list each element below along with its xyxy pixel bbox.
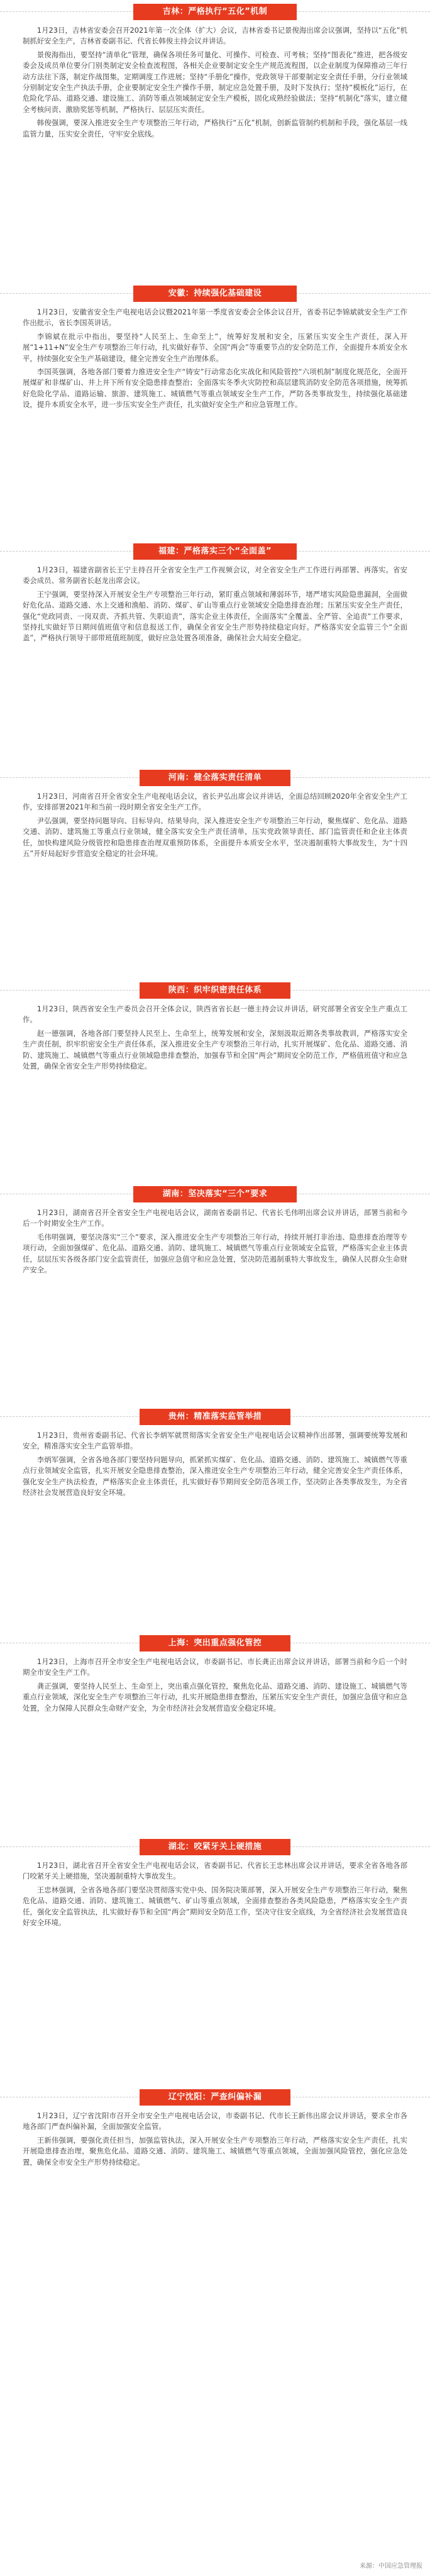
section-henan (0, 769, 430, 862)
paragraph: 李锦斌在批示中指出，要坚持“人民至上、生命至上”，统筹好发展和安全，压紧压实安全生产责任，深入开展“1+11+N”安全生产专项整治三年行动，扎实做好春节、全国“两会”等重要节点的安全防范工作，全面提升本质安全水平，持续强化安全生产基础建设，健全完善安全生产治理体系。 (23, 331, 407, 363)
section-hubei (0, 1838, 430, 1931)
paragraph: 王忠林强调，全省各地各部门要坚决贯彻落实党中央、国务院决策部署，深入开展安全生产专项整治三年行动，聚焦危化品、道路交通、消防、建筑施工、城镇燃气、矿山等重点领域，全面排查整治各类风险隐患，严格落实安全生产责任，强化安全监管执法，扎实做好春节和全国“两会”期间安全防范工作，坚决守住安全底线，为全省经济社会发展营造良好安全环境。 (23, 1885, 407, 1928)
section-header-label: 上海：突出重点强化管控 (140, 1635, 290, 1652)
section-header-label: 辽宁沈阳：严查纠偏补漏 (140, 2089, 290, 2106)
section-header-label: 陕西：织牢织密责任体系 (140, 982, 290, 999)
paragraph: 1月23日，福建省副省长王宁主持召开全省安全生产工作视频会议，对全省安全生产工作进行再部署、再落实。省安委会成员、常务副省长赵龙出席会议。 (23, 565, 407, 586)
paragraph: 景俊海指出，要坚持“清单化”管理，确保各项任务可量化、可操作、可检查、可考核；坚持“图表化”推进，把各级安委会及成员单位要分门别类制定安全检查流程图，各相关企业要制定安全生产规范流程图，以企业制度为保障推动三年行动方法往下落，制定作战图集，定期调度工作进展；坚持“手册化”操作，党政领导干部要制定安全责任手册，分行业领域分别制定安全生产执法手册，企业要制定安全生产操作手册，制定应急处置手册，及时下发执行；坚持“模板化”运行，在危险化学品、道路交通、建设施工、消防等重点领域制定安全生产模板，固化成熟经验做法；坚持“机制化”落实，建立健全考核问责、激励奖惩等机制，严格执行、层层压实责任。 (23, 50, 407, 114)
section-body (0, 21, 430, 140)
section-shanghai (0, 1634, 430, 1716)
paragraph: 龚正强调，要坚持人民至上、生命至上，突出重点强化管控，聚焦危化品、道路交通、消防、建设施工、城镇燃气等重点行业领域，深化安全生产专项整治三年行动，扎实开展隐患排查整治，压紧压实安全生产责任，加强应急值守和应急处置，全力保障人民群众生命财产安全，为全市经济社会发展营造安全稳定环境。 (23, 1681, 407, 1713)
paragraph: 李炳军强调，全省各地各部门要坚持问题导向，抓紧抓实煤矿、危化品、道路交通、消防、建筑施工、城镇燃气等重点行业领域安全监管，扎实开展安全隐患排查整治，深入推进安全生产专项整治三年行动，健全完善安全生产责任体系，强化安全生产执法检查，严格落实企业主体责任，扎实做好春节期间安全防范各项工作，坚决防止各类事故发生，为全省经济社会发展营造良好安全环境。 (23, 1455, 407, 1497)
section-body (0, 2107, 430, 2168)
section-body (0, 1857, 430, 1928)
section-header (0, 2088, 430, 2107)
section-body (0, 1204, 430, 1275)
section-fujian (0, 542, 430, 647)
section-header (0, 1838, 430, 1857)
paragraph: 李国英强调，各地各部门要着力推进安全生产“铸安”行动常态化实战化和风险管控“六项机制”制度化规范化，全面开展煤矿和非煤矿山、井上井下所有安全隐患排查整治；全面落实冬季火灾防控和高层建筑消防安全防范各项措施，统筹抓好危险化学品、道路运输、旅游、建筑施工、城镇燃气等重点领域安全生产工作，严防各类事故发生，持续强化基础建设，提升本质安全水平，进一步压实安全生产责任，扎实做好安全生产和应急管理工作。 (23, 367, 407, 409)
paragraph: 1月23日，河南省召开全省安全生产电视电话会议，省长尹弘出席会议并讲话，全面总结回顾2020年全省安全生产工作，安排部署2021年和当前一段时期全省安全生产工作。 (23, 792, 407, 812)
paragraph: 尹弘强调，要坚持问题导向、目标导向、结果导向，深入推进安全生产专项整治三年行动，聚焦煤矿、危化品、道路交通、消防、建筑施工等重点行业领域，健全落实安全生产责任清单，压实党政领导责任、部门监管责任和企业主体责任，加快构建风险分级管控和隐患排查治理双重预防体系，全面提升本质安全水平，坚决遏制重特大事故发生，为“十四五”开好局起好步营造安全稳定的社会环境。 (23, 816, 407, 858)
section-anhui (0, 284, 430, 413)
section-header (0, 3, 430, 21)
section-liaoning-shenyang (0, 2088, 430, 2170)
paragraph: 王宁强调，要坚持深入开展安全生产专项整治三年行动，紧盯重点领域和薄弱环节，堵严堵实风险隐患漏洞，全面做好危化品、道路交通、水上交通和渔船、消防、煤矿、矿山等重点行业领域安全隐患排查治理；压紧压实安全生产责任，强化“党政同责、一岗双责、齐抓共管、失职追责”，落实企业主体责任，全面落实“全覆盖、全严管、全追责”工作要求，坚持扎实做好节日期间值班值守和信息报送工作，确保全省安全生产形势持续稳定向好。严格落实安全监管三个“全面盖”，严格执行领导干部带班值班制度，做好应急处置各项准备，确保社会大局安全稳定。 (23, 589, 407, 643)
paragraph: 韩俊强调，要深入推进安全生产专项整治三年行动，严格执行“五化”机制，创新监管制约机制和手段，强化基层一线监管力量，压实安全责任，守牢安全底线。 (23, 118, 407, 138)
paragraph: 1月23日，湖北省召开全省安全生产电视电话会议，省委副书记、代省长王忠林出席会议并讲话，要求全省各地各部门咬紧牙关上硬措施，坚决遏制重特大事故发生。 (23, 1861, 407, 1881)
section-body (0, 787, 430, 859)
paragraph: 1月23日，贵州省委副书记、代省长李炳军就贯彻落实全省安全生产电视电话会议精神作出部署，强调要统筹发展和安全，精准落实安全生产监管举措。 (23, 1431, 407, 1451)
paragraph: 1月23日，湖南省召开全省安全生产电视电话会议，湖南省委副书记、代省长毛伟明出席会议并讲话，部署当前和今后一个时期安全生产工作。 (23, 1208, 407, 1228)
section-body (0, 303, 430, 411)
section-header (0, 1407, 430, 1426)
section-header-label: 安徽：持续强化基础建设 (133, 286, 297, 302)
paragraph: 1月23日，陕西省安全生产委员会召开全体会议，陕西省省长赵一德主持会议并讲话，研究部署全省安全生产重点工作。 (23, 1004, 407, 1024)
paragraph: 1月23日，安徽省安全生产电视电话会议暨2021年第一季度省安委会全体会议召开，省委书记李锦斌就安全生产工作作出批示，省长李国英讲话。 (23, 308, 407, 328)
section-header (0, 1185, 430, 1204)
paragraph: 赵一德强调，各地各部门要坚持人民至上、生命至上，统筹发展和安全，深刻汲取近期各类事故教训，严格落实安全生产责任制，织牢织密安全生产责任体系，深入推进安全生产专项整治三年行动，扎实开展煤矿、危化品、道路交通、消防、建筑施工、城镇燃气等重点行业领域隐患排查整治，加强春节和全国“两会”期间安全防范工作，严格值班值守和应急处置，确保全省安全生产形势持续稳定。 (23, 1028, 407, 1071)
section-header (0, 769, 430, 787)
section-header-label: 湖北：咬紧牙关上硬措施 (140, 1839, 290, 1855)
section-body (0, 1426, 430, 1498)
section-shaanxi (0, 981, 430, 1074)
section-header (0, 1634, 430, 1653)
paragraph: 1月23日，辽宁省沈阳市召开全市安全生产电视电话会议，市委副书记、代市长王新伟出席会议并讲话，要求全市各地各部门严查纠偏补漏，全面加强安全监管。 (23, 2111, 407, 2131)
section-header (0, 542, 430, 561)
paragraph: 毛伟明强调，要坚决落实“三个”要求，深入推进安全生产专项整治三年行动，持续开展打非治违、隐患排查治理等专项行动，全面加强煤矿、危化品、道路交通、消防、建筑施工、城镇燃气等重点行业领域安全监管，严格落实企业主体责任，层层压实各级各部门安全监管责任，加强应急值守和应急处置，坚决防范遏制重特大事故发生，确保人民群众生命财产安全。 (23, 1232, 407, 1275)
section-jilin (0, 3, 430, 142)
section-header (0, 981, 430, 1000)
section-header-label: 福建：严格落实三个“全面盖” (133, 543, 297, 560)
section-header-label: 吉林：严格执行“五化”机制 (133, 4, 297, 20)
section-header (0, 284, 430, 303)
section-header-label: 贵州：精准落实监管举措 (140, 1409, 290, 1425)
paragraph: 1月23日，上海市召开全市安全生产电视电话会议，市委副书记、市长龚正出席会议并讲话，部署当前和今后一个时期全市安全生产工作。 (23, 1657, 407, 1677)
section-guizhou (0, 1407, 430, 1501)
paragraph: 王新伟强调，要强化责任担当，加强监管执法，深入开展安全生产专项整治三年行动，严格落实安全生产责任，扎实开展隐患排查治理，聚焦危化品、道路交通、消防、建筑施工、城镇燃气等重点领域，全面加强风险管控，强化应急处置，确保全市安全生产形势持续稳定。 (23, 2135, 407, 2167)
source-credit: 来源：中国应急管理报 (360, 2563, 422, 2570)
section-body (0, 561, 430, 644)
section-hunan (0, 1185, 430, 1278)
section-header-label: 河南：健全落实责任清单 (140, 770, 290, 786)
section-header-label: 湖南：坚决落实“三个”要求 (133, 1186, 297, 1202)
paragraph: 1月23日，吉林省安委会召开2021年第一次全体（扩大）会议，吉林省委书记景俊海出席会议强调，坚持以“五化”机制抓好安全生产，吉林省委副书记、代省长韩俊主持会议并讲话。 (23, 26, 407, 46)
section-body (0, 1000, 430, 1072)
section-body (0, 1653, 430, 1714)
